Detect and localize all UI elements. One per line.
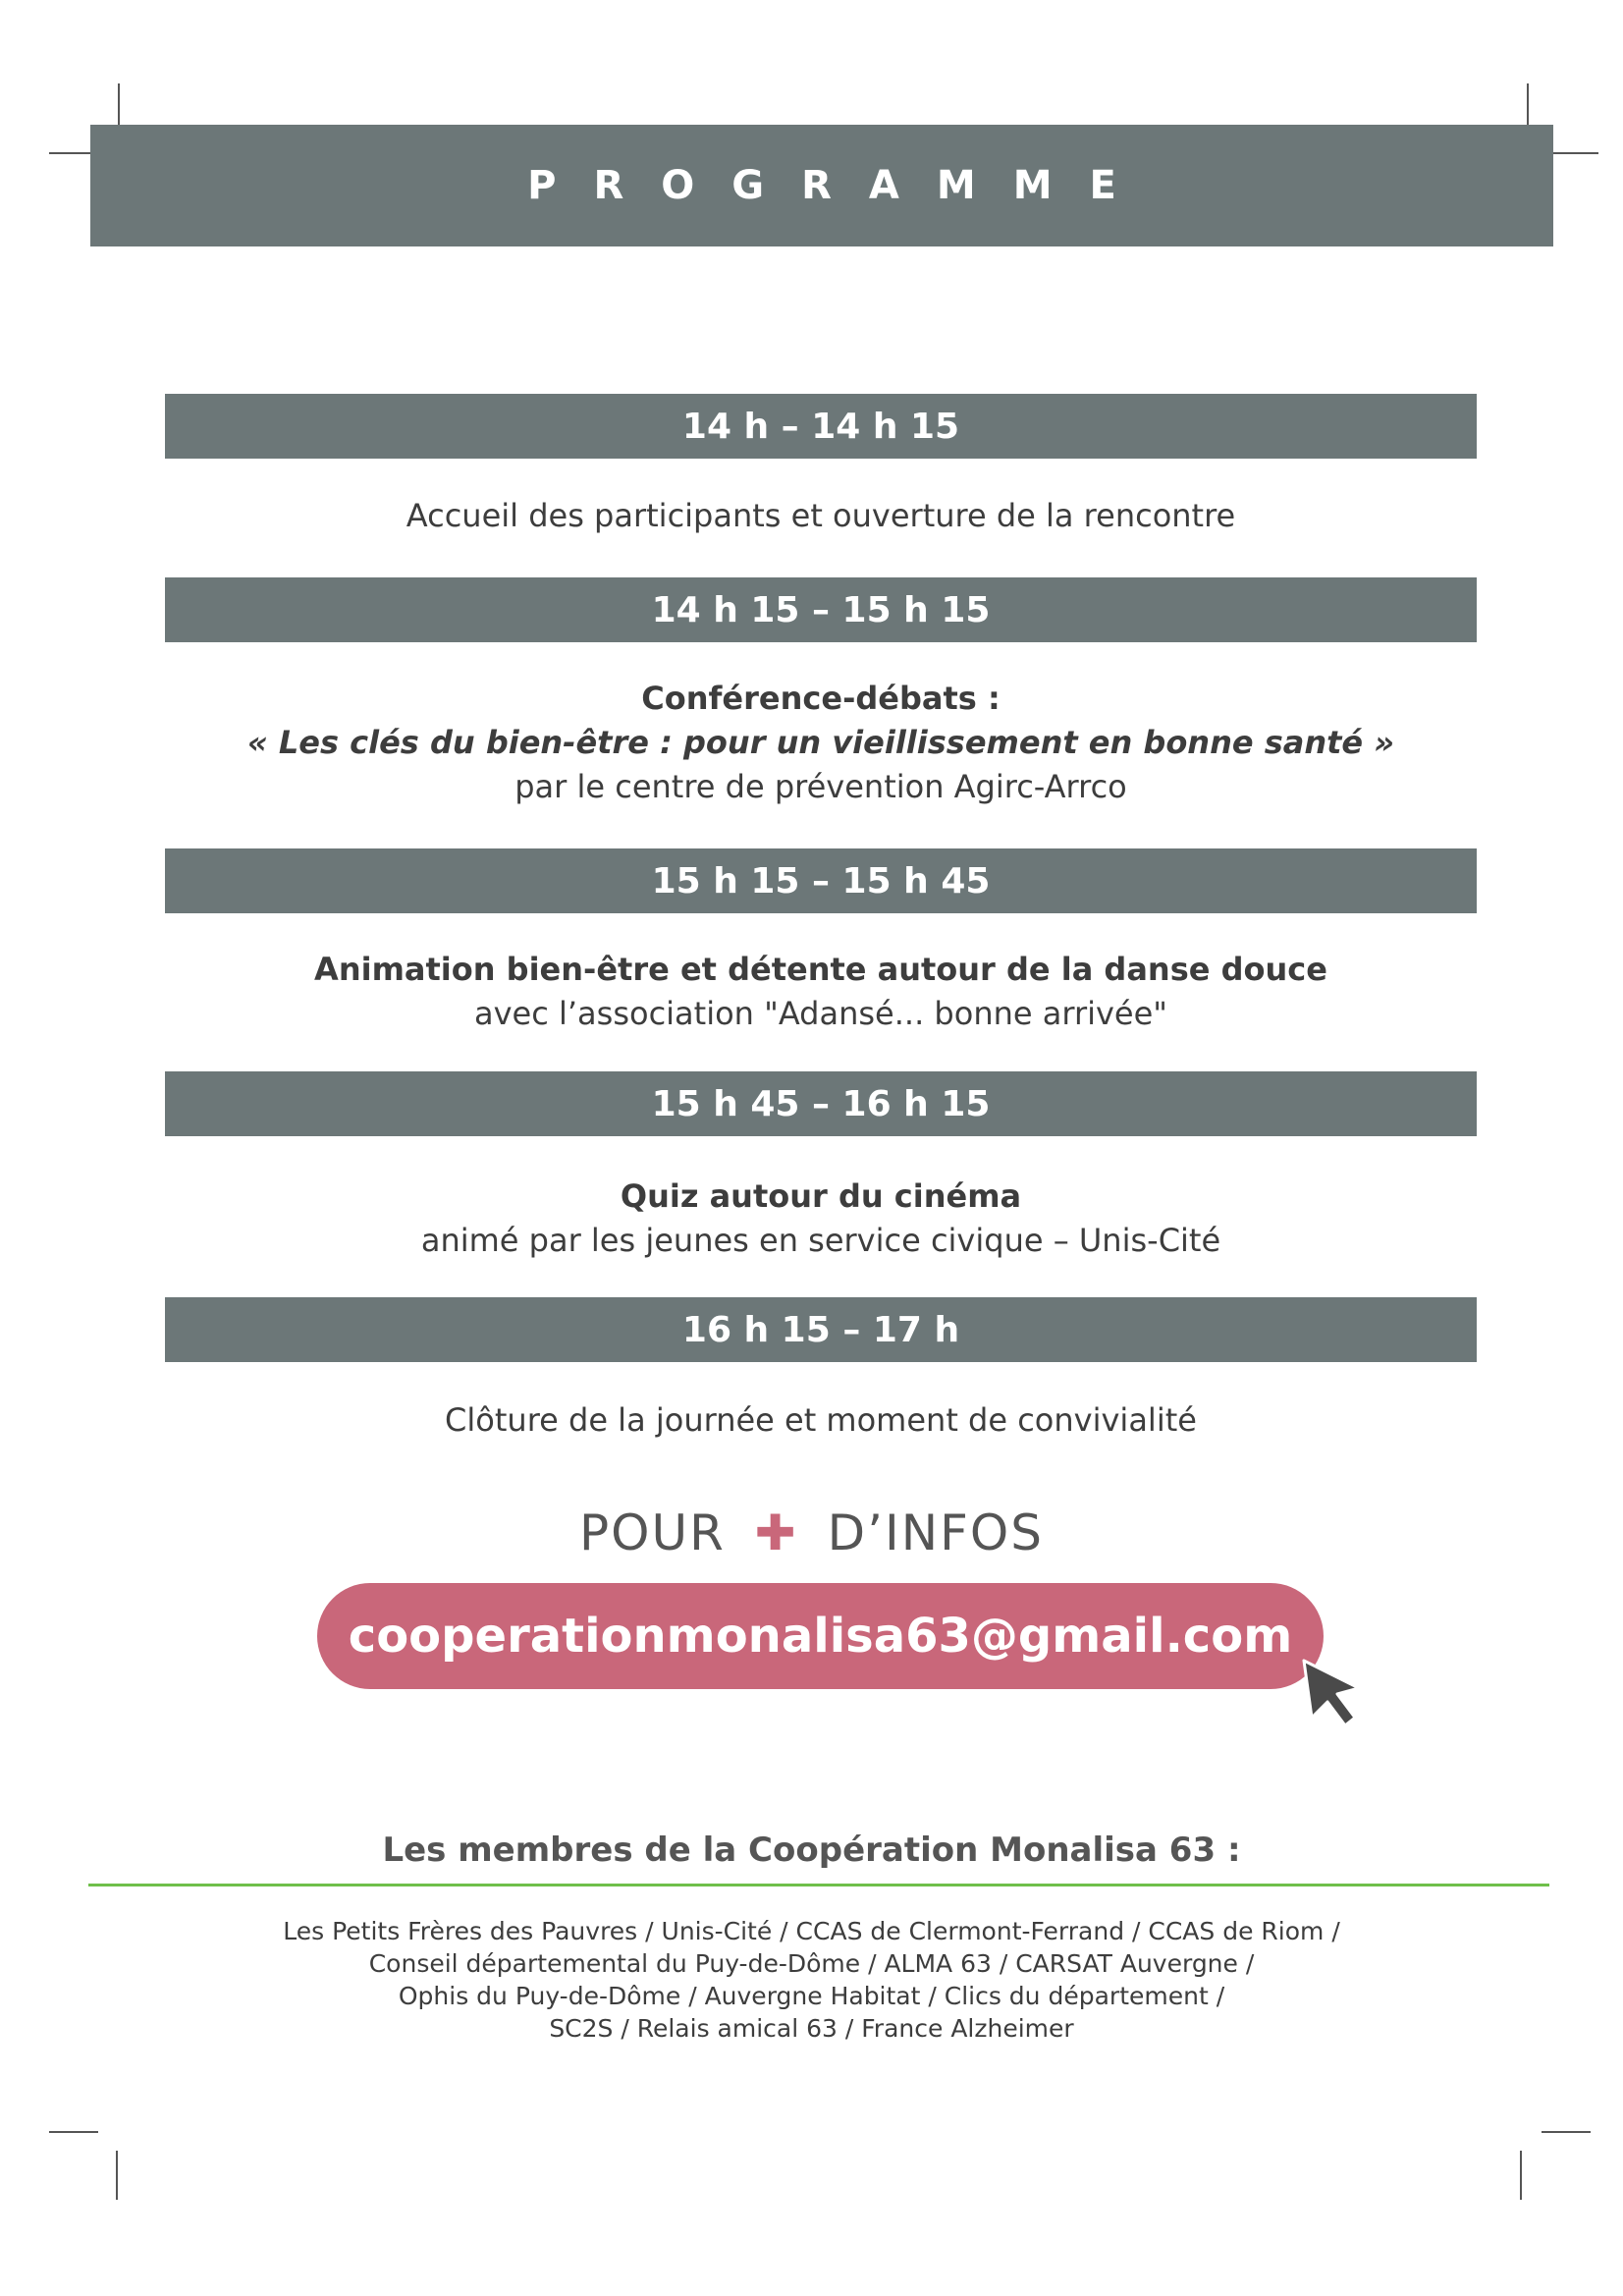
members-line: Ophis du Puy-de-Dôme / Auvergne Habitat / Clics du département / [398,1982,1225,2010]
mouse-cursor-icon [1298,1655,1377,1733]
slot-line: par le centre de prévention Agirc-Arrco [514,768,1127,805]
slot-line: Conférence-débats : [641,680,1001,717]
time-bar-1 [165,394,1477,459]
slot-line: « Les clés du bien-être : pour un vieillissement en bonne santé » [246,724,1395,761]
time-label: 16 h 15 – 17 h [681,1309,960,1350]
slot-line: animé par les jeunes en service civique – Unis-Cité [420,1222,1221,1259]
slot-description-5 [165,1398,1477,1443]
crop-mark-bottom-left-h [49,2131,98,2133]
time-bar-2 [165,577,1477,642]
slot-line: Clôture de la journée et moment de convivialité [445,1401,1197,1439]
crop-mark-bottom-right-h [1542,2131,1591,2133]
plus-icon: ✚ [754,1504,798,1561]
time-label: 14 h – 14 h 15 [681,406,960,447]
slot-line: Accueil des participants et ouverture de la rencontre [406,497,1236,534]
slot-line: avec l’association "Adansé... bonne arrivée" [473,995,1168,1032]
slot-description-4 [165,1175,1477,1263]
slot-description-2 [165,677,1477,809]
slot-line: Animation bien-être et détente autour de la danse douce [314,951,1327,988]
crop-mark-bottom-left-v [116,2151,118,2200]
crop-mark-top-right-h [1549,152,1598,154]
infos-dinfos: D’INFOS [827,1504,1044,1561]
members-line: Conseil départemental du Puy-de-Dôme / ALMA 63 / CARSAT Auvergne / [368,1949,1255,1978]
programme-title-band [90,125,1553,246]
time-bar-4 [165,1071,1477,1136]
divider [88,1884,1549,1886]
members-line: SC2S / Relais amical 63 / France Alzheimer [549,2014,1074,2043]
programme-title: PROGRAMME [527,163,1154,208]
infos-pour: POUR [579,1504,726,1561]
time-bar-5 [165,1297,1477,1362]
crop-mark-bottom-right-v [1520,2151,1522,2200]
email-link[interactable] [317,1583,1324,1689]
members-list [0,1915,1623,2045]
time-label: 15 h 15 – 15 h 45 [651,860,991,902]
more-info-heading [0,1504,1623,1561]
slot-description-3 [165,948,1477,1036]
email-address: cooperationmonalisa63@gmail.com [348,1609,1293,1664]
slot-description-1 [165,494,1477,538]
slot-line: Quiz autour du cinéma [620,1177,1022,1215]
members-line: Les Petits Frères des Pauvres / Unis-Cité / CCAS de Clermont-Ferrand / CCAS de Riom / [283,1917,1340,1945]
time-label: 14 h 15 – 15 h 15 [651,589,991,630]
members-heading: Les membres de la Coopération Monalisa 63 : [382,1831,1241,1870]
time-bar-3 [165,848,1477,913]
time-label: 15 h 45 – 16 h 15 [651,1083,991,1124]
